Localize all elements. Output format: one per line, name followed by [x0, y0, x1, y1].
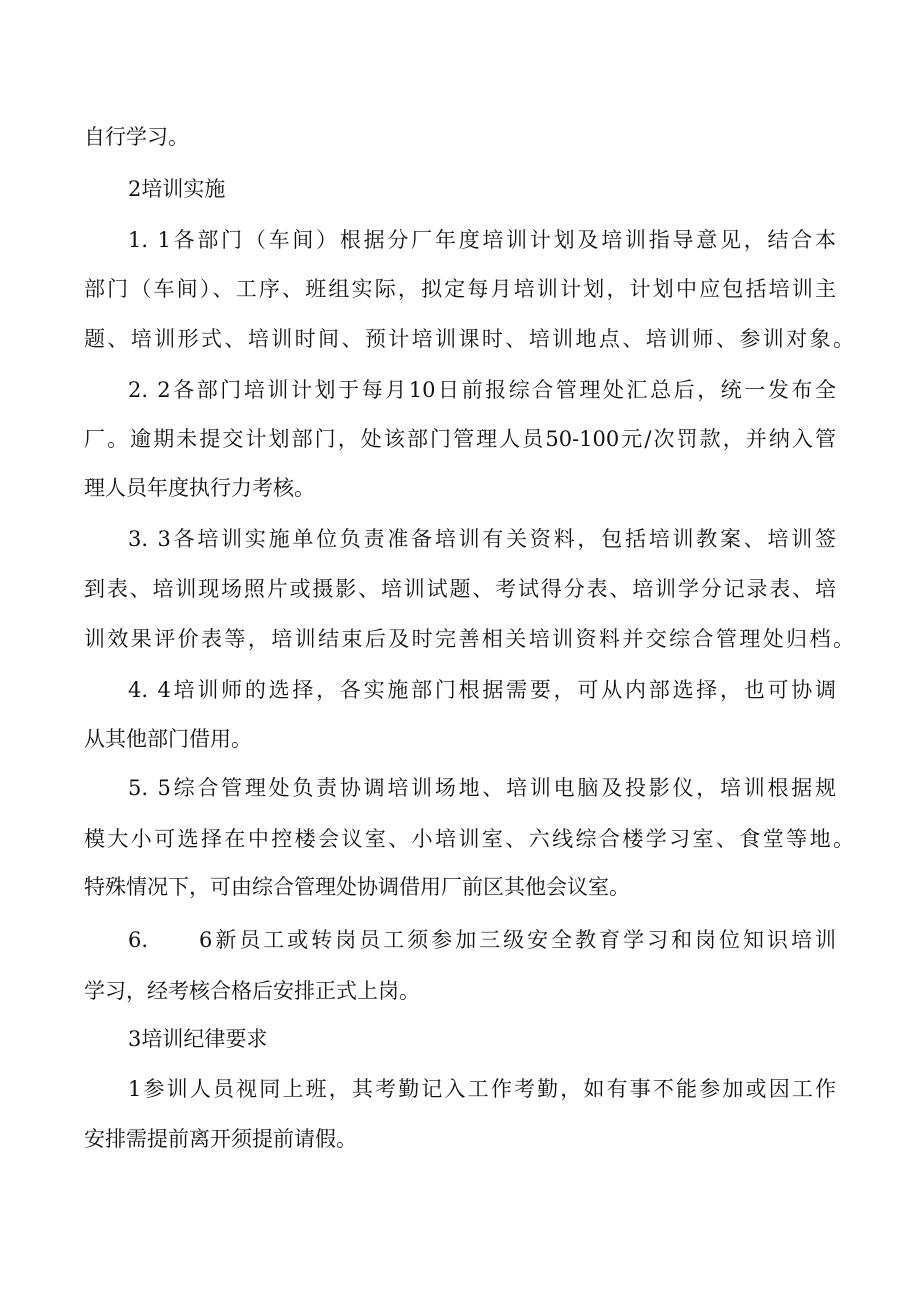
text-line: 5. 5综合管理处负责协调培训场地、培训电脑及投影仪，培训根据规 — [128, 776, 836, 800]
text-line: 厂。逾期未提交计划部门，处该部门管理人员50-100元/次罚款，并纳入管 — [84, 427, 836, 451]
text-line: 题、培训形式、培训时间、预计培训课时、培训地点、培训师、参训对象。 — [84, 327, 854, 351]
text-line: 到表、培训现场照片或摄影、培训试题、考试得分表、培训学分记录表、培 — [84, 577, 836, 601]
text-line: 自行学习。 — [84, 125, 189, 149]
text-line: 部门（车间）、工序、班组实际，拟定每月培训计划，计划中应包括培训主 — [84, 277, 836, 301]
section-heading: 3培训纪律要求 — [128, 1027, 268, 1051]
text-line: 2. 2各部门培训计划于每月10日前报综合管理处汇总后，统一发布全 — [128, 378, 836, 402]
text-line: 4. 4培训师的选择，各实施部门根据需要，可从内部选择，也可协调 — [128, 678, 836, 702]
text-line: 6. 6新员工或转岗员工须参加三级安全教育学习和岗位知识培训 — [128, 928, 836, 952]
text-line: 1. 1各部门（车间）根据分厂年度培训计划及培训指导意见，结合本 — [128, 228, 836, 252]
text-line: 3. 3各培训实施单位负责准备培训有关资料，包括培训教案、培训签 — [128, 527, 836, 551]
text-line: 安排需提前离开须提前请假。 — [84, 1127, 357, 1151]
text-line: 特殊情况下，可由综合管理处协调借用厂前区其他会议室。 — [84, 875, 630, 899]
text-line: 1参训人员视同上班，其考勤记入工作考勤，如有事不能参加或因工作 — [128, 1077, 836, 1101]
text-line: 理人员年度执行力考核。 — [84, 476, 315, 500]
text-line: 从其他部门借用。 — [84, 727, 252, 751]
text-line: 模大小可选择在中控楼会议室、小培训室、六线综合楼学习室、食堂等地。 — [84, 827, 854, 851]
text-line: 学习，经考核合格后安排正式上岗。 — [84, 979, 420, 1003]
text-line: 训效果评价表等，培训结束后及时完善相关培训资料并交综合管理处归档。 — [84, 627, 854, 651]
section-heading: 2培训实施 — [128, 177, 226, 201]
